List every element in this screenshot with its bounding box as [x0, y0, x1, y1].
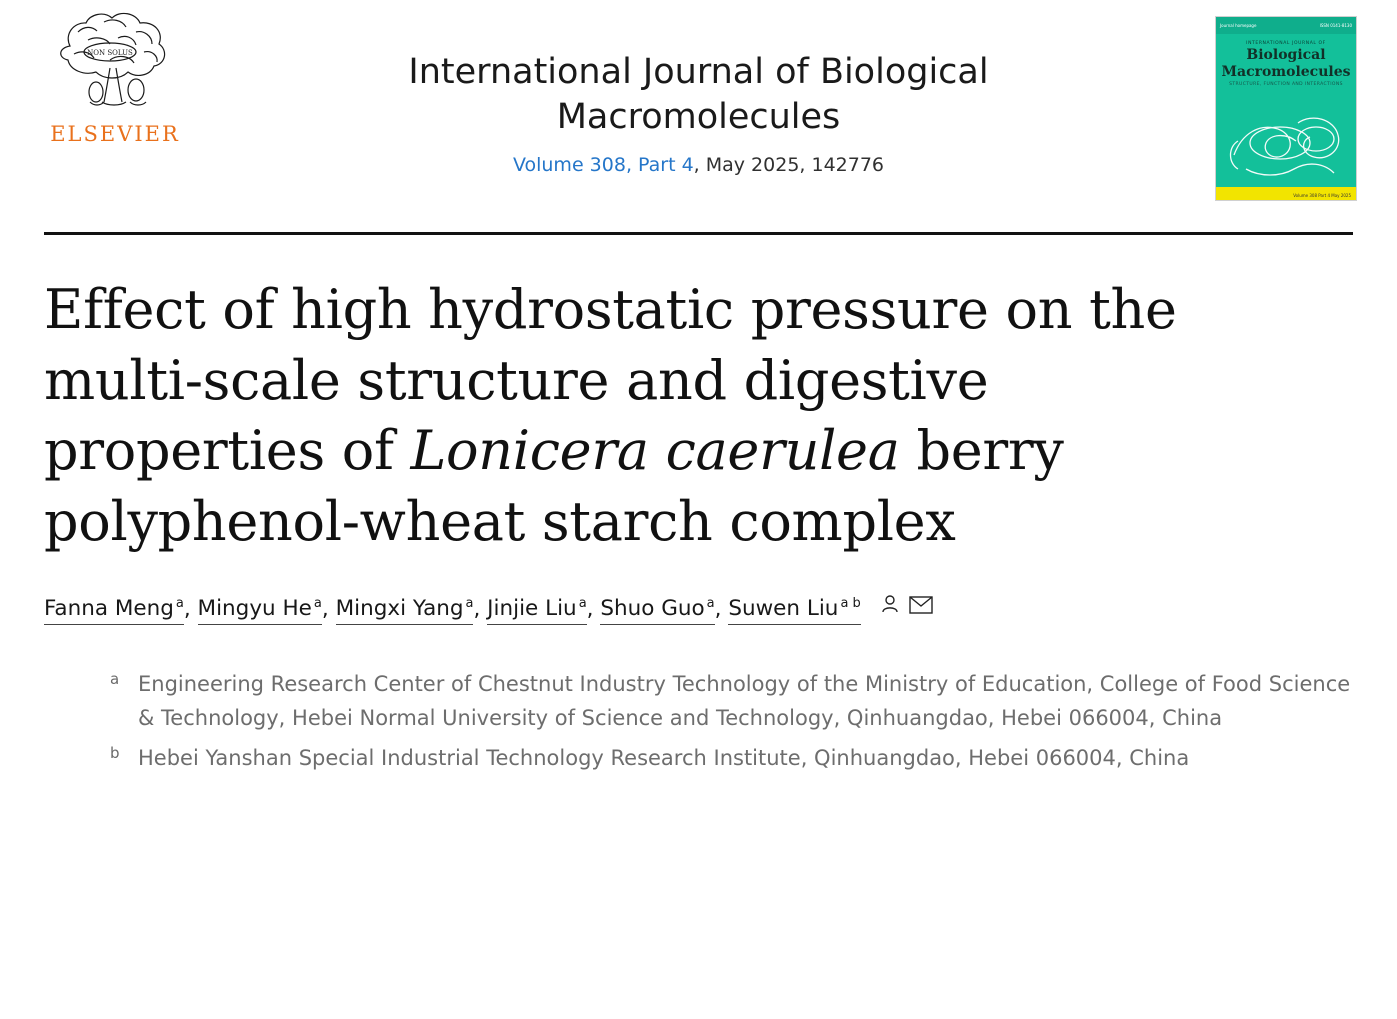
- title-part-1: Effect of high hydrostatic pressure on the multi-scale structure and digestive properties of: [44, 278, 1177, 483]
- author-affiliation-marker: a: [706, 596, 715, 612]
- author-name: Shuo Guo: [600, 596, 705, 622]
- cover-bottom-bar: [1216, 187, 1356, 200]
- author-affiliation-marker: a b: [840, 596, 861, 612]
- cover-top-bar: [1216, 17, 1356, 34]
- author-affiliation-marker: a: [465, 596, 474, 612]
- cover-top-left: Journal homepage: [1220, 22, 1257, 28]
- cover-top-right: ISSN 0141-8130: [1319, 22, 1352, 28]
- affiliation-text: Hebei Yanshan Special Industrial Technology Research Institute, Qinhuangdao, Hebei 066004, China: [138, 745, 1190, 770]
- author-name: Fanna Meng: [44, 596, 174, 622]
- cover-molecule-icon: [1216, 89, 1356, 193]
- cover-bottom-text: Volume 308 Part 4 May 2025: [1293, 193, 1351, 198]
- author-affiliation-marker: a: [175, 596, 184, 612]
- issue-date: , May 2025, 142776: [693, 153, 885, 176]
- envelope-icon[interactable]: [909, 592, 933, 626]
- author-separator: ,: [714, 596, 729, 622]
- author-item[interactable]: [600, 596, 714, 625]
- affiliation-list: [44, 667, 1353, 775]
- volume-link[interactable]: Volume 308, Part 4: [512, 153, 694, 176]
- elsevier-logo[interactable]: [40, 8, 190, 146]
- author-name: Mingxi Yang: [335, 596, 464, 622]
- author-separator: ,: [473, 596, 488, 622]
- person-icon[interactable]: [879, 592, 901, 626]
- author-separator: ,: [321, 596, 336, 622]
- title-species-name: Lonicera caerulea: [410, 419, 900, 483]
- author-affiliation-marker: a: [313, 596, 322, 612]
- cover-subtitle: STRUCTURE, FUNCTION AND INTERACTIONS: [1229, 82, 1343, 88]
- affiliation-marker: a: [110, 669, 120, 688]
- page-title: [44, 275, 1274, 558]
- author-item[interactable]: [44, 596, 184, 625]
- author-affiliation-marker: a: [578, 596, 587, 612]
- cover-artwork: [1216, 89, 1356, 193]
- author-list: [44, 592, 1353, 627]
- elsevier-wordmark: ELSEVIER: [50, 122, 180, 146]
- journal-title: International Journal of Biological Macromolecules: [408, 52, 989, 137]
- author-separator: ,: [586, 596, 601, 622]
- author-item[interactable]: [336, 596, 474, 625]
- author-action-icons: [871, 592, 933, 627]
- affiliation-item: [110, 667, 1353, 735]
- author-name: Jinjie Liu: [487, 596, 577, 622]
- cover-title-line1: Biological: [1246, 47, 1326, 63]
- author-item[interactable]: [198, 596, 322, 625]
- author-name: Mingyu He: [197, 596, 312, 622]
- cover-title-line2: Macromolecules: [1221, 63, 1351, 80]
- journal-info: [44, 14, 1353, 176]
- affiliation-text: Engineering Research Center of Chestnut Industry Technology of the Ministry of Education, College of Food Science & Technology, Hebei Normal University of Science and Technology, Qinhuangdao, Hebei 066004, China: [138, 671, 1351, 730]
- author-separator: ,: [183, 596, 198, 622]
- svg-text:NON SOLUS: NON SOLUS: [87, 49, 133, 57]
- cover-iso-line: INTERNATIONAL JOURNAL OF: [1246, 41, 1326, 46]
- author-name: Suwen Liu: [728, 596, 839, 622]
- affiliation-item: [110, 741, 1353, 775]
- affiliation-marker: b: [110, 743, 120, 762]
- journal-cover-thumbnail[interactable]: [1215, 16, 1357, 201]
- issue-line: [44, 154, 1353, 176]
- author-item[interactable]: [728, 596, 860, 625]
- article-block: [0, 235, 1397, 775]
- author-item[interactable]: [487, 596, 587, 625]
- elsevier-tree-icon: [44, 8, 186, 120]
- title-part-2: berry polyphenol-wheat starch complex: [44, 419, 1064, 554]
- journal-header: [0, 0, 1397, 222]
